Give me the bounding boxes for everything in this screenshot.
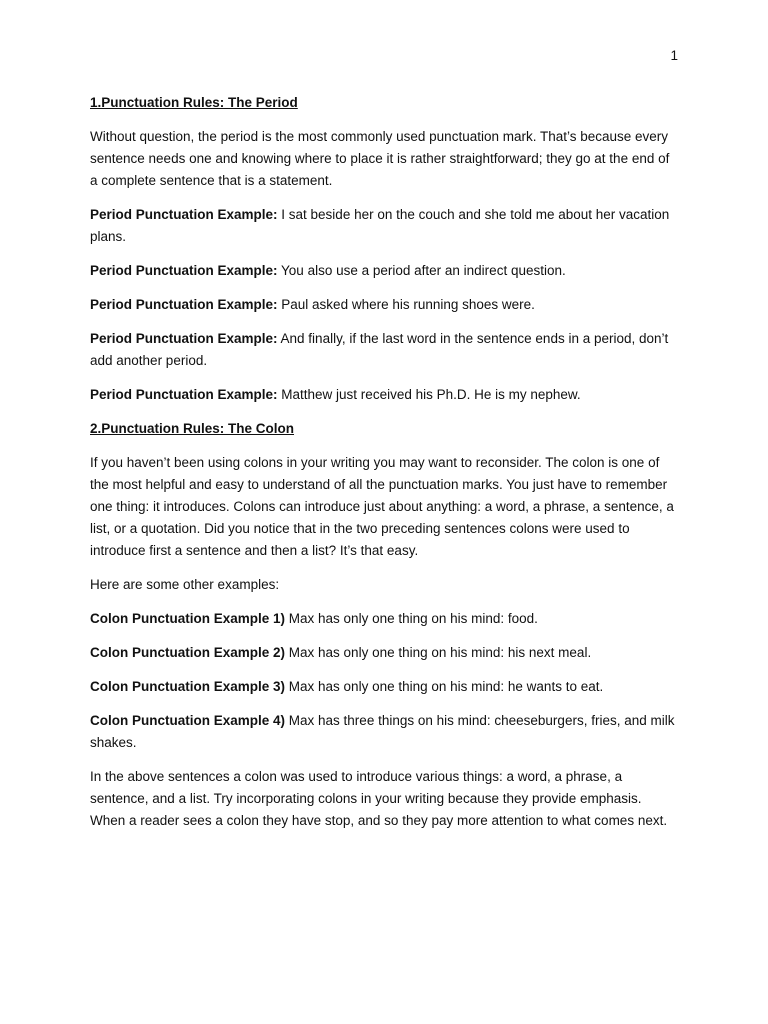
page-number: 1 <box>670 48 678 63</box>
example-paragraph <box>90 710 680 754</box>
example-paragraph <box>90 260 680 282</box>
section-conclusion-colon: In the above sentences a colon was used to introduce various things: a word, a phrase, a sentence, and a list. Try incorporating colons in your writing because they provide emphasis. When a reader sees a colon they have stop, and so they pay more attention to what comes next. <box>90 769 668 828</box>
example-paragraph <box>90 676 680 698</box>
example-label: Period Punctuation Example: <box>90 387 278 402</box>
example-text: You also use a period after an indirect question. <box>277 263 566 278</box>
example-paragraph <box>90 642 680 664</box>
example-label: Colon Punctuation Example 4) <box>90 713 286 728</box>
example-label: Colon Punctuation Example 1) <box>90 611 286 626</box>
example-text: I sat beside her on the couch and she told me about her vacation plans. <box>90 207 670 244</box>
example-text: Max has three things on his mind: cheeseburgers, fries, and milk shakes. <box>90 713 675 750</box>
example-paragraph <box>90 384 680 406</box>
example-text: Paul asked where his running shoes were. <box>277 297 535 312</box>
document-body <box>90 92 680 844</box>
section-heading-period: 1.Punctuation Rules: The Period <box>90 95 298 110</box>
example-text: And finally, if the last word in the sentence ends in a period, don’t add another period. <box>90 331 669 368</box>
example-paragraph <box>90 328 680 372</box>
example-text: Matthew just received his Ph.D. He is my nephew. <box>277 387 581 402</box>
example-paragraph <box>90 608 680 630</box>
example-label: Period Punctuation Example: <box>90 331 278 346</box>
example-paragraph <box>90 204 680 248</box>
example-label: Period Punctuation Example: <box>90 207 278 222</box>
example-label: Period Punctuation Example: <box>90 297 278 312</box>
example-label: Period Punctuation Example: <box>90 263 278 278</box>
example-text: Max has only one thing on his mind: his next meal. <box>285 645 592 660</box>
section-intro-period: Without question, the period is the most commonly used punctuation mark. That’s because every sentence needs one and knowing where to place it is rather straightforward; they go at the end of a complete sentence that is a statement. <box>90 129 670 188</box>
examples-lead-in: Here are some other examples: <box>90 577 280 592</box>
example-paragraph <box>90 294 680 316</box>
example-label: Colon Punctuation Example 3) <box>90 679 286 694</box>
example-text: Max has only one thing on his mind: food. <box>285 611 538 626</box>
section-intro-colon: If you haven’t been using colons in your writing you may want to reconsider. The colon is one of the most helpful and easy to understand of all the punctuation marks. You just have to remember one thing: it introduces. Colons can introduce just about anything: a word, a phrase, a sentence, a list, or a quotation. Did you notice that in the two preceding sentences colons were used to introduce first a sentence and then a list? It’s that easy. <box>90 455 674 558</box>
section-heading-colon: 2.Punctuation Rules: The Colon <box>90 421 295 436</box>
example-label: Colon Punctuation Example 2) <box>90 645 286 660</box>
example-text: Max has only one thing on his mind: he wants to eat. <box>285 679 604 694</box>
